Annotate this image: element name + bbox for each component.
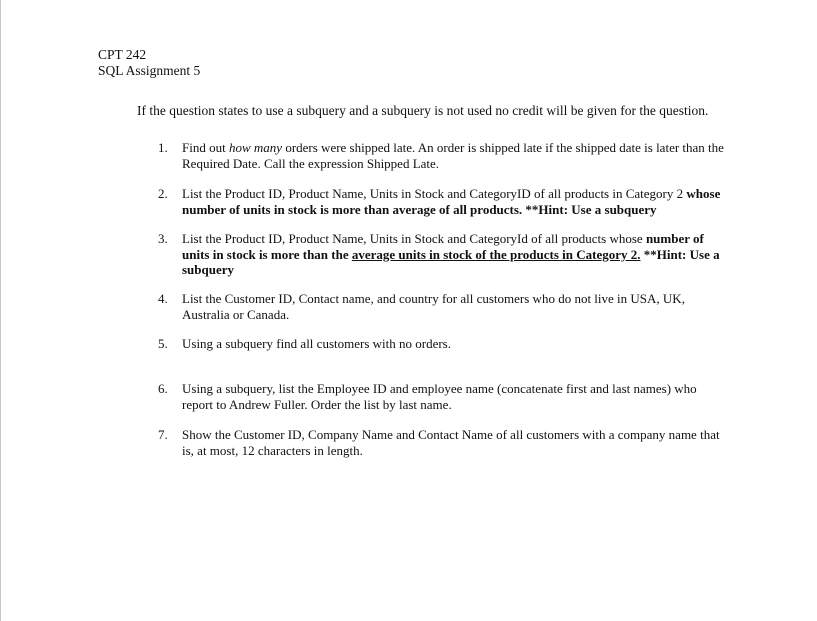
question-text: Using a subquery, list the Employee ID and employee name (concatenate first and last names) who report to Andrew Fuller. Order the list by last name. (182, 381, 697, 412)
question-1 (158, 140, 728, 171)
question-number: 3. (158, 231, 168, 246)
question-number: 2. (158, 186, 168, 201)
question-text: List the Product ID, Product Name, Units in Stock and CategoryID of all products in Category 2 whose number of units in stock is more than average of all products. **Hint: Use a subquery (182, 186, 721, 217)
question-number: 5. (158, 336, 168, 351)
question-4 (158, 291, 728, 322)
assignment-title: SQL Assignment 5 (98, 63, 201, 78)
question-7 (158, 427, 728, 458)
question-text: Show the Customer ID, Company Name and Contact Name of all customers with a company name that is, at most, 12 characters in length. (182, 427, 720, 458)
document-header (98, 47, 200, 79)
question-number: 4. (158, 291, 168, 306)
question-6 (158, 381, 728, 412)
question-number: 7. (158, 427, 168, 442)
course-code: CPT 242 (98, 47, 147, 62)
underlined-bold-text: average units in stock of the products in Category 2. (351, 246, 641, 262)
question-text: Find out how many orders were shipped late. An order is shipped late if the shipped date is later than the Required Date. Call the expression Shipped Late. (182, 140, 724, 171)
question-2 (158, 186, 728, 217)
bold-text: **Hint: Use a subquery (182, 246, 720, 277)
question-text: Using a subquery find all customers with no orders. (182, 336, 451, 351)
emphasis-text: how many (228, 140, 283, 155)
instructions: If the question states to use a subquery and a subquery is not used no credit will be given for the question. (137, 103, 709, 118)
question-number: 6. (158, 381, 168, 396)
question-3 (158, 231, 728, 278)
question-text: List the Product ID, Product Name, Units in Stock and CategoryId of all products whose number of units in stock is more than the average units in stock of the products in Category 2. **Hint: Use a subquery (182, 231, 720, 277)
question-text: List the Customer ID, Contact name, and country for all customers who do not live in USA, UK, Australia or Canada. (182, 291, 685, 322)
bold-text: whose number of units in stock is more than average of all products. **Hint: Use a subquery (182, 186, 721, 217)
bold-text: number of units in stock is more than the (182, 231, 704, 262)
question-number: 1. (158, 140, 168, 155)
question-5 (158, 336, 728, 352)
